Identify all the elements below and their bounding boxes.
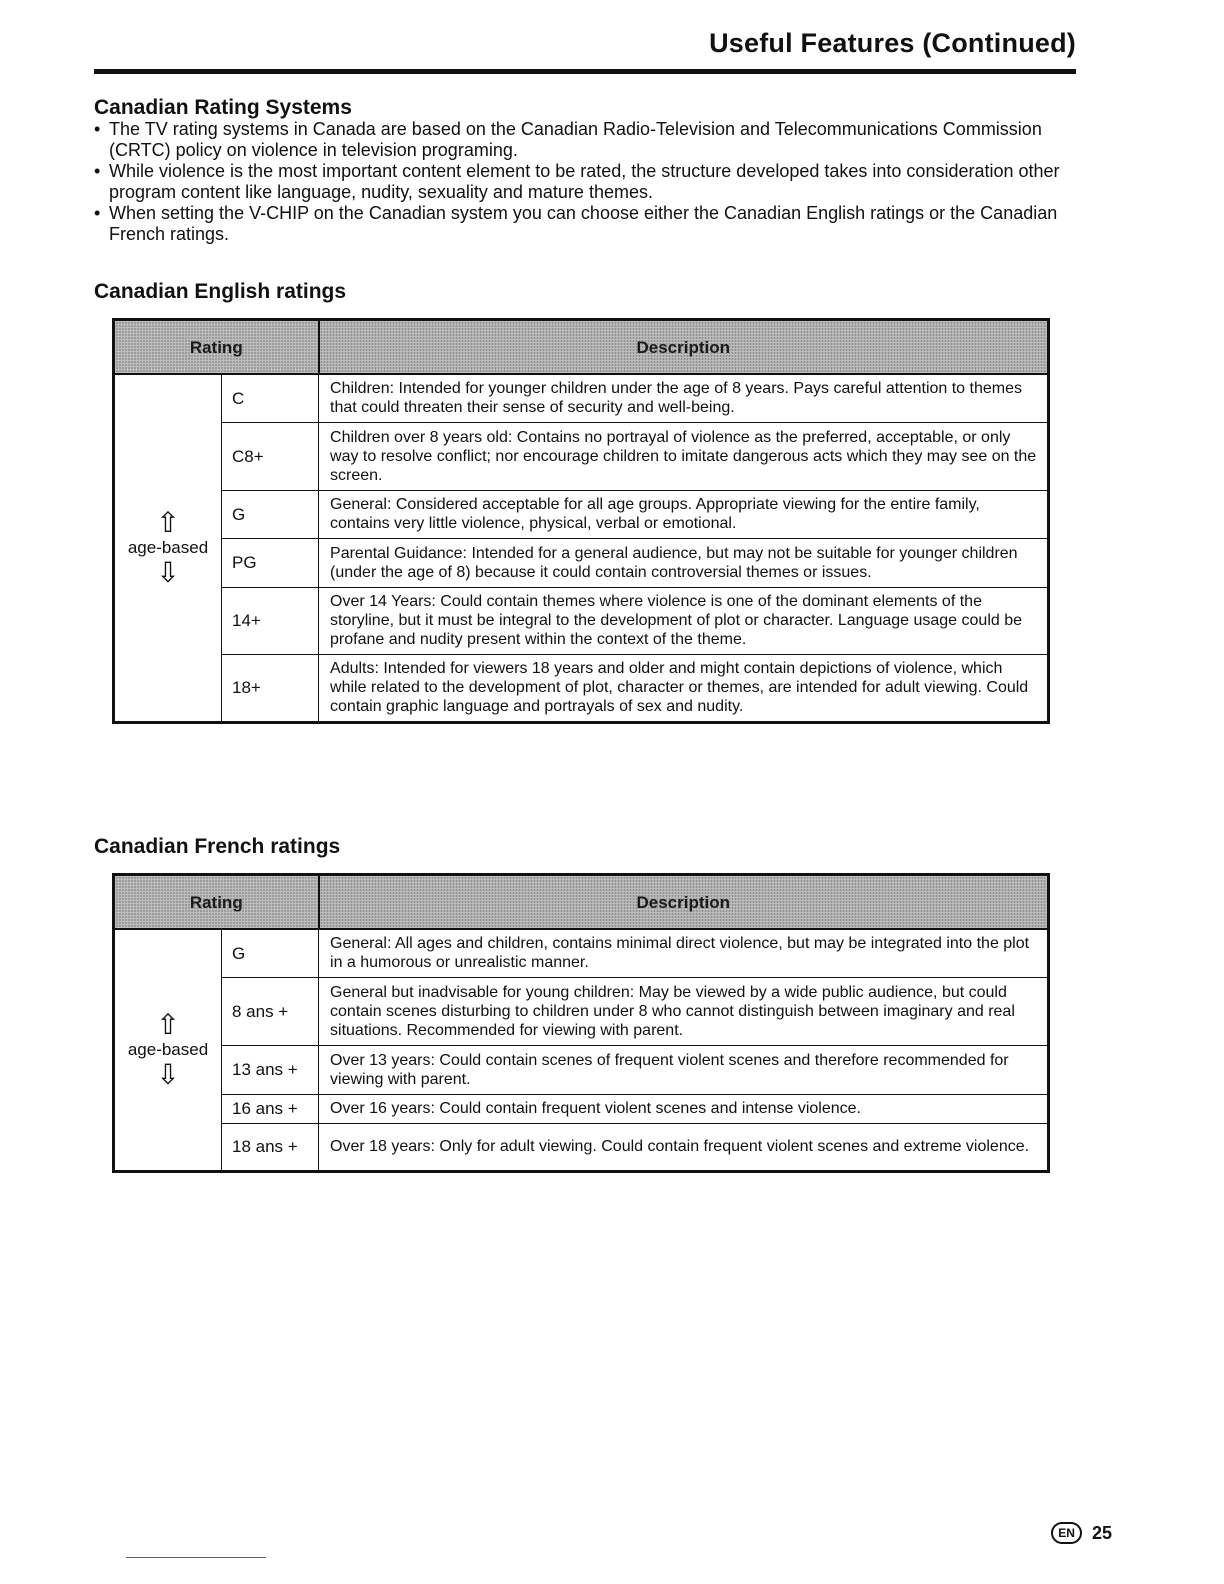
rating-description: Over 13 years: Could contain scenes of frequent violent scenes and therefore recommended for viewing with parent.	[319, 1045, 1049, 1094]
rating-description: Over 16 years: Could contain frequent violent scenes and intense violence.	[319, 1094, 1049, 1123]
bullet-dot-icon: •	[94, 161, 101, 181]
arrow-down-icon: ⇩	[156, 1058, 180, 1090]
age-based-indicator	[114, 374, 222, 722]
rating-code: 8 ans +	[222, 977, 319, 1045]
rating-description: Adults: Intended for viewers 18 years and older and might contain depictions of violence, which while related to the development of plot, character or themes, are intended for adult viewing. Could contain graphic language and portrayals of sex and nudity.	[319, 654, 1049, 722]
table-row	[114, 1045, 1049, 1094]
rating-column-header: Rating	[114, 320, 319, 375]
rating-code: G	[222, 929, 319, 977]
arrow-down-icon: ⇩	[156, 556, 180, 588]
french-ratings-heading: Canadian French ratings	[94, 835, 341, 858]
rating-code: 13 ans +	[222, 1045, 319, 1094]
age-based-label: age-based	[127, 1039, 209, 1059]
bullet-item: • When setting the V-CHIP on the Canadian system you can choose either the Canadian English ratings or the Canadian French ratings.	[94, 203, 1058, 244]
description-column-header: Description	[319, 875, 1049, 930]
table-row	[114, 374, 1049, 422]
rating-description: General but inadvisable for young children: May be viewed by a wide public audience, but could contain scenes disturbing to children under 8 who cannot distinguish between imaginary and real situations. Recommended for viewing with parent.	[319, 977, 1049, 1045]
rating-code: 16 ans +	[222, 1094, 319, 1123]
rating-description: Children over 8 years old: Contains no portrayal of violence as the preferred, acceptable, or only way to resolve conflict; nor encourage children to imitate dangerous acts which they may see on the screen.	[319, 422, 1049, 490]
page-number: 25	[1091, 1522, 1112, 1543]
table-row	[114, 1123, 1049, 1171]
page-title: Useful Features (Continued)	[709, 28, 1076, 58]
rating-code: 14+	[222, 587, 319, 654]
bullet-dot-icon: •	[94, 119, 101, 139]
rating-description: General: Considered acceptable for all age groups. Appropriate viewing for the entire family, contains very little violence, physical, verbal or emotional.	[319, 490, 1049, 538]
rating-description: Parental Guidance: Intended for a general audience, but may not be suitable for younger children (under the age of 8) because it could contain controversial themes or issues.	[319, 538, 1049, 587]
rating-column-header: Rating	[114, 875, 319, 930]
bullet-dot-icon: •	[94, 203, 101, 223]
rating-description: Over 14 Years: Could contain themes where violence is one of the dominant elements of the storyline, but it must be integral to the development of plot or character. Language usage could be profane and nudity present within the context of the theme.	[319, 587, 1049, 654]
french-ratings-table	[112, 873, 1050, 1173]
table-header-row	[114, 320, 1049, 375]
bullet-item: • While violence is the most important content element to be rated, the structure developed takes into consideration other program content like language, nudity, sexuality and mature themes.	[94, 161, 1060, 202]
rating-code: 18 ans +	[222, 1123, 319, 1171]
age-based-label: age-based	[127, 537, 209, 557]
table-header-row	[114, 875, 1049, 930]
rating-description: Children: Intended for younger children under the age of 8 years. Pays careful attention to themes that could threaten their sense of security and well-being.	[319, 374, 1049, 422]
rating-code: C	[222, 374, 319, 422]
english-ratings-heading: Canadian English ratings	[94, 280, 347, 303]
table-row	[114, 490, 1049, 538]
header-rule	[94, 69, 1076, 74]
rating-code: 18+	[222, 654, 319, 722]
arrow-up-icon: ⇧	[156, 1008, 180, 1040]
rating-description: General: All ages and children, contains minimal direct violence, but may be integrated into the plot in a humorous or unrealistic manner.	[319, 929, 1049, 977]
table-row	[114, 422, 1049, 490]
english-language-badge-icon: EN	[1051, 1522, 1082, 1544]
table-row	[114, 1094, 1049, 1123]
rating-description: Over 18 years: Only for adult viewing. Could contain frequent violent scenes and extreme violence.	[319, 1123, 1049, 1171]
bullet-item: • The TV rating systems in Canada are based on the Canadian Radio-Television and Telecommunications Commission (CRTC) policy on violence in television programing.	[94, 119, 1042, 160]
table-row	[114, 929, 1049, 977]
arrow-up-icon: ⇧	[156, 506, 180, 538]
rating-systems-heading: Canadian Rating Systems	[94, 96, 352, 119]
table-row	[114, 654, 1049, 722]
footer-divider	[126, 1557, 266, 1558]
english-ratings-table	[112, 318, 1050, 724]
description-column-header: Description	[319, 320, 1049, 375]
rating-systems-bullets	[94, 119, 1084, 245]
table-row	[114, 538, 1049, 587]
page-header	[94, 28, 1076, 76]
rating-code: PG	[222, 538, 319, 587]
table-row	[114, 977, 1049, 1045]
table-row	[114, 587, 1049, 654]
rating-code: C8+	[222, 422, 319, 490]
rating-code: G	[222, 490, 319, 538]
age-based-indicator	[114, 929, 222, 1171]
page-footer	[1051, 1522, 1112, 1544]
